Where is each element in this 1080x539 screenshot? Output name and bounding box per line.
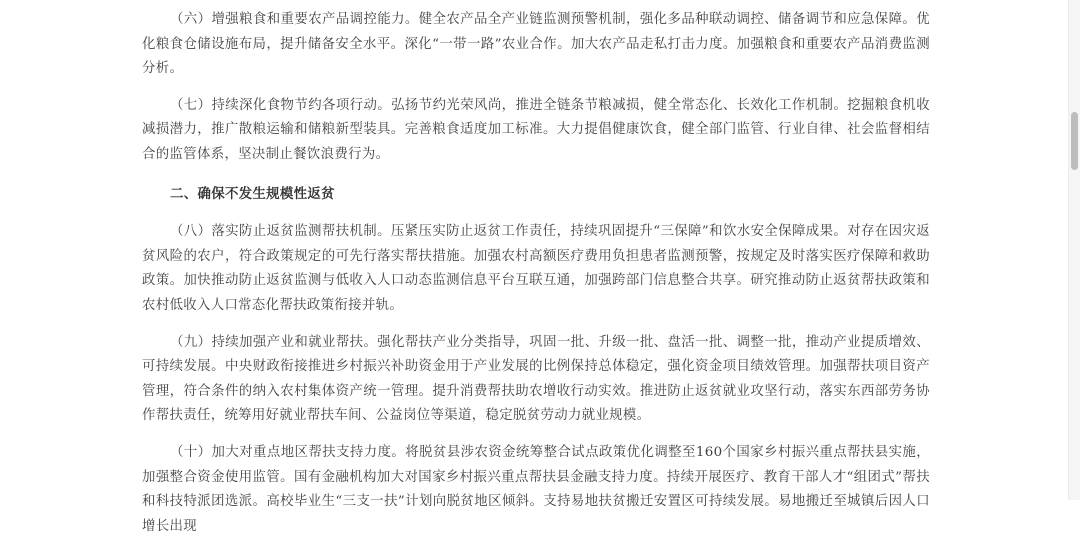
paragraph-8: （八）落实防止返贫监测帮扶机制。压紧压实防止返贫工作责任，持续巩固提升“三保障”和饮水安全保障成果。对存在因灾返贫风险的农户，符合政策规定的可先行落实帮扶措施。加强农村高额医疗费用负担患者监测预警，按规定及时落实医疗保障和救助政策。加快推动防止返贫监测与低收入人口动态监测信息平台互联互通，加强跨部门信息整合共享。研究推动防止返贫帮扶政策和农村低收入人口常态化帮扶政策衔接并轨。 — [142, 224, 930, 313]
paragraph-9: （九）持续加强产业和就业帮扶。强化帮扶产业分类指导，巩固一批、升级一批、盘活一批、调整一批，推动产业提质增效、可持续发展。中央财政衔接推进乡村振兴补助资金用于产业发展的比例保持总体稳定，强化资金项目绩效管理。加强帮扶项目资产管理，符合条件的纳入农村集体资产统一管理。提升消费帮扶助农增收行动实效。推进防止返贫就业攻坚行动，落实东西部劳务协作帮扶责任，统筹用好就业帮扶车间、公益岗位等渠道，稳定脱贫劳动力就业规模。 — [142, 334, 930, 424]
paragraph-10: （十）加大对重点地区帮扶支持力度。将脱贫县涉农资金统筹整合试点政策优化调整至160个国家乡村振兴重点帮扶县实施，加强整合资金使用监管。国有金融机构加大对国家乡村振兴重点帮扶县金融支持力度。持续开展医疗、教育干部人才“组团式”帮扶和科技特派团选派。高校毕业生“三支一扶”计划向脱贫地区倾斜。支持易地扶贫搬迁安置区可持续发展。易地搬迁至城镇后因人口增长出现 — [142, 444, 930, 534]
scrollbar-thumb[interactable] — [1071, 112, 1078, 170]
section-heading: 二、确保不发生规模性返贫 — [170, 185, 335, 202]
vertical-scrollbar[interactable] — [1068, 0, 1080, 500]
article-body — [142, 8, 930, 539]
paragraph-6: （六）增强粮食和重要农产品调控能力。健全农产品全产业链监测预警机制，强化多品种联动调控、储备调节和应急保障。优化粮食仓储设施布局，提升储备安全水平。深化“一带一路”农业合作。加大农产品走私打击力度。加强粮食和重要农产品消费监测分析。 — [142, 12, 930, 77]
paragraph-7: （七）持续深化食物节约各项行动。弘扬节约光荣风尚，推进全链条节粮减损，健全常态化、长效化工作机制。挖掘粮食机收减损潜力，推广散粮运输和储粮新型装具。完善粮食适度加工标准。大力提倡健康饮食，健全部门监管、行业自律、社会监督相结合的监管体系，坚决制止餐饮浪费行为。 — [142, 97, 930, 162]
